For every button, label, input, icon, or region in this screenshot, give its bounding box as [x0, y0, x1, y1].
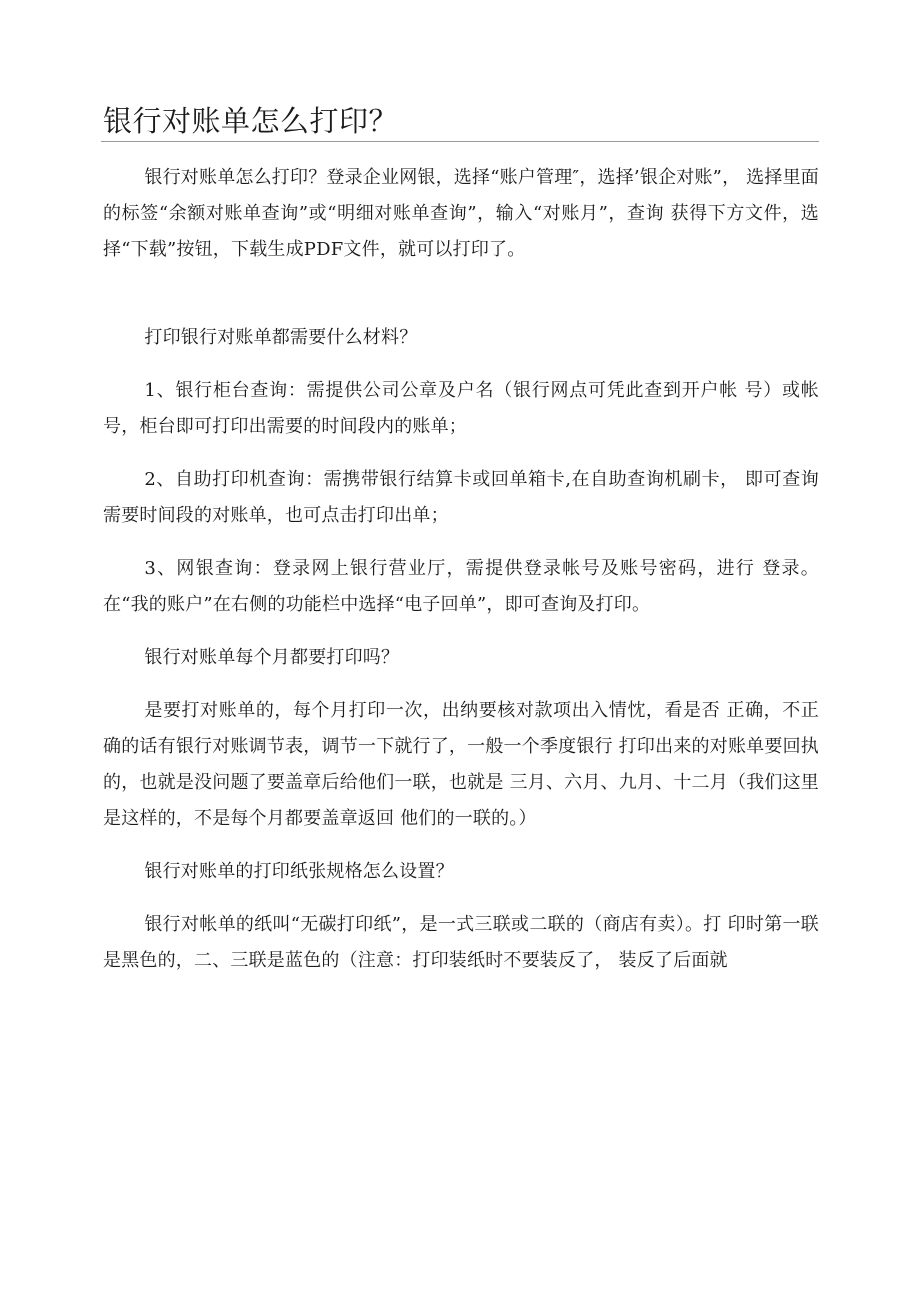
- heading-monthly: 银行对账单每个月都要打印吗？: [144, 647, 400, 668]
- spacer: [103, 837, 819, 854]
- paragraph-paper-answer: 银行对帐单的纸叫“无碳打印纸”，是一式三联或二联的（商店有卖）。打 印时第一联是黑色的，二、三联是蓝色的（注意：打印装纸时不要装反了， 装反了后面就: [103, 914, 819, 971]
- spacer: [103, 268, 819, 320]
- spacer: [103, 676, 819, 693]
- heading-paper-settings: 银行对账单的打印纸张规格怎么设置？: [144, 861, 454, 882]
- spacer: [103, 356, 819, 373]
- document-body: [103, 160, 819, 979]
- paragraph-monthly-answer: 是要打对账单的，每个月打印一次，出纳要核对款项出入情忱，看是否 正确，不正确的话有银行对账调节表，调节一下就行了，一般一个季度银行 打印出来的对账单要回执的，也就是没问题了要盖章后给他们一联，也就是 三月、六月、九月、十二月（我们这里是这样的，不是每个月都要盖章返回 他们的一联的。）: [103, 700, 819, 829]
- heading-materials: 打印银行对账单都需要什么材料？: [144, 327, 418, 348]
- paragraph-counter-query: 1、银行柜台查询：需提供公司公章及户名（银行网点可凭此查到开户帐 号）或帐号，柜台即可打印出需要的时间段内的账单；: [103, 380, 819, 437]
- document-title: 银行对账单怎么打印？: [103, 104, 399, 138]
- spacer: [103, 623, 819, 640]
- spacer: [103, 445, 819, 462]
- paragraph-intro: 银行对账单怎么打印？登录企业网银，选择“账户管理″，选择’银企对账”， 选择里面的标签“余额对账单查询”或“明细对账单查询”，输入“对账月”，查询 获得下方文件，选择“下载”按钮，下载生成PDF文件，就可以打印了。: [103, 167, 819, 260]
- paragraph-self-service-query: 2、自助打印机查询：需携带银行结算卡或回单箱卡,在自助查询机刷卡， 即可查询需要时间段的对账单，也可点击打印出单；: [103, 469, 819, 526]
- spacer: [103, 890, 819, 907]
- paragraph-online-banking-query: 3、网银查询：登录网上银行营业厅，需提供登录帐号及账号密码，进行 登录。在“我的账户”在右侧的功能栏中选择“电子回单”，即可查询及打印。: [103, 558, 819, 615]
- spacer: [103, 534, 819, 551]
- title-underline: [101, 141, 819, 142]
